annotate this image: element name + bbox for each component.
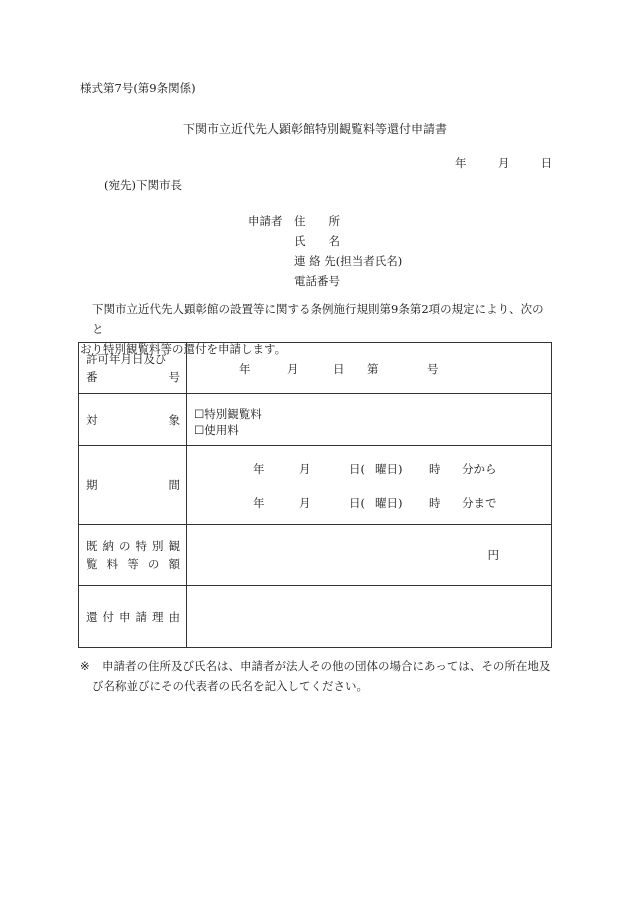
body-line-1: 下関市立近代先人顕彰館の設置等に関する条例施行規則第9条第2項の規定により、次のと bbox=[92, 302, 544, 336]
reason-value-cell[interactable] bbox=[187, 586, 552, 648]
target-label-char: 象 bbox=[168, 412, 180, 427]
permit-dai: 第 bbox=[367, 362, 379, 376]
period-label-char: 期 bbox=[86, 478, 98, 492]
amount-label-char: 既 bbox=[86, 539, 98, 553]
applicant-address-label: 住 所 bbox=[294, 214, 340, 228]
period-from-line bbox=[187, 461, 551, 477]
target-label bbox=[79, 394, 187, 446]
amount-label-char: 納 bbox=[102, 539, 114, 553]
note-line-1: 申請者の住所及び氏名は、申請者が法人その他の団体の場合にあっては、その所在地及 bbox=[102, 659, 551, 673]
amount-label-char: 等 bbox=[127, 557, 139, 571]
form-title: 下関市立近代先人顕彰館特別観覧料等還付申請書 bbox=[182, 122, 447, 136]
amount-label-char: 覧 bbox=[86, 557, 98, 571]
permit-label-char: 番 bbox=[86, 370, 98, 384]
period-from-day: 日( bbox=[349, 462, 365, 476]
addressee: (宛先)下関市長 bbox=[104, 178, 182, 192]
date-line bbox=[455, 155, 552, 171]
period-to-year: 年 bbox=[253, 496, 265, 510]
period-from-year: 年 bbox=[253, 462, 265, 476]
amount-label-char: 料 bbox=[106, 557, 119, 571]
period-to-weekday: 曜日) bbox=[375, 496, 403, 510]
reason-row bbox=[79, 586, 552, 648]
applicant-phone-label: 電話番号 bbox=[294, 274, 340, 288]
permit-label-char: 号 bbox=[168, 370, 180, 384]
period-from-hour: 時 bbox=[429, 462, 441, 476]
target-option-special-viewing[interactable]: ☐特別観覧料 bbox=[194, 407, 262, 421]
period-label-char: 間 bbox=[168, 478, 180, 492]
target-option-usage-fee[interactable]: ☐使用料 bbox=[194, 423, 239, 437]
amount-label-char: 別 bbox=[152, 539, 164, 553]
note-mark: ※ bbox=[80, 659, 90, 673]
period-value-cell[interactable] bbox=[187, 446, 552, 525]
amount-label-char: の bbox=[119, 539, 131, 553]
period-label bbox=[79, 446, 187, 525]
period-from-minute: 分から bbox=[462, 462, 497, 476]
period-to-hour: 時 bbox=[429, 496, 441, 510]
permit-label-line-1: 許可年月日及び bbox=[86, 352, 167, 366]
period-from-month: 月 bbox=[299, 462, 311, 476]
date-day: 日 bbox=[540, 156, 553, 170]
permit-day: 日 bbox=[333, 362, 345, 376]
reason-label bbox=[79, 586, 187, 648]
period-to-minute: 分まで bbox=[462, 496, 497, 510]
reason-label-char: 理 bbox=[152, 609, 164, 624]
reason-label-char: 申 bbox=[119, 609, 131, 624]
permit-year: 年 bbox=[239, 362, 251, 376]
permit-label bbox=[79, 343, 187, 394]
amount-label bbox=[79, 525, 187, 586]
note-line-2: び名称並びにその代表者の氏名を記入してください。 bbox=[92, 679, 368, 693]
target-row bbox=[79, 394, 552, 446]
applicant-contact-label: 連 絡 先(担当者氏名) bbox=[294, 254, 403, 268]
period-to-month: 月 bbox=[299, 496, 311, 510]
permit-value-cell[interactable] bbox=[187, 343, 552, 394]
reason-label-char: 由 bbox=[168, 609, 180, 624]
amount-label-char: 観 bbox=[168, 539, 180, 553]
permit-row bbox=[79, 343, 552, 394]
amount-row bbox=[79, 525, 552, 586]
permit-go: 号 bbox=[427, 362, 439, 376]
period-to-day: 日( bbox=[349, 496, 365, 510]
applicant-name-label: 氏 名 bbox=[294, 234, 340, 248]
date-month: 月 bbox=[497, 156, 510, 170]
body-line-2: おり特別観覧料等の還付を申請します。 bbox=[80, 342, 287, 356]
reason-label-char: 還 bbox=[86, 609, 98, 624]
target-label-char: 対 bbox=[86, 412, 98, 427]
amount-label-char: 額 bbox=[168, 557, 180, 571]
form-number: 様式第7号(第9条関係) bbox=[80, 81, 196, 95]
applicant-lead: 申請者 bbox=[248, 214, 283, 228]
period-row bbox=[79, 446, 552, 525]
footnote bbox=[80, 656, 552, 696]
period-to-line bbox=[187, 495, 551, 511]
amount-label-char: の bbox=[147, 557, 160, 571]
reason-label-char: 請 bbox=[135, 609, 147, 624]
permit-month: 月 bbox=[287, 362, 299, 376]
amount-value-cell[interactable] bbox=[187, 525, 552, 586]
amount-unit: 円 bbox=[487, 548, 499, 562]
amount-label-char: 特 bbox=[135, 539, 147, 553]
applicant-block bbox=[248, 211, 402, 291]
reason-label-char: 付 bbox=[102, 609, 114, 624]
date-year: 年 bbox=[455, 156, 467, 170]
period-from-weekday: 曜日) bbox=[375, 462, 403, 476]
application-table bbox=[78, 342, 552, 648]
target-value-cell bbox=[187, 394, 552, 446]
